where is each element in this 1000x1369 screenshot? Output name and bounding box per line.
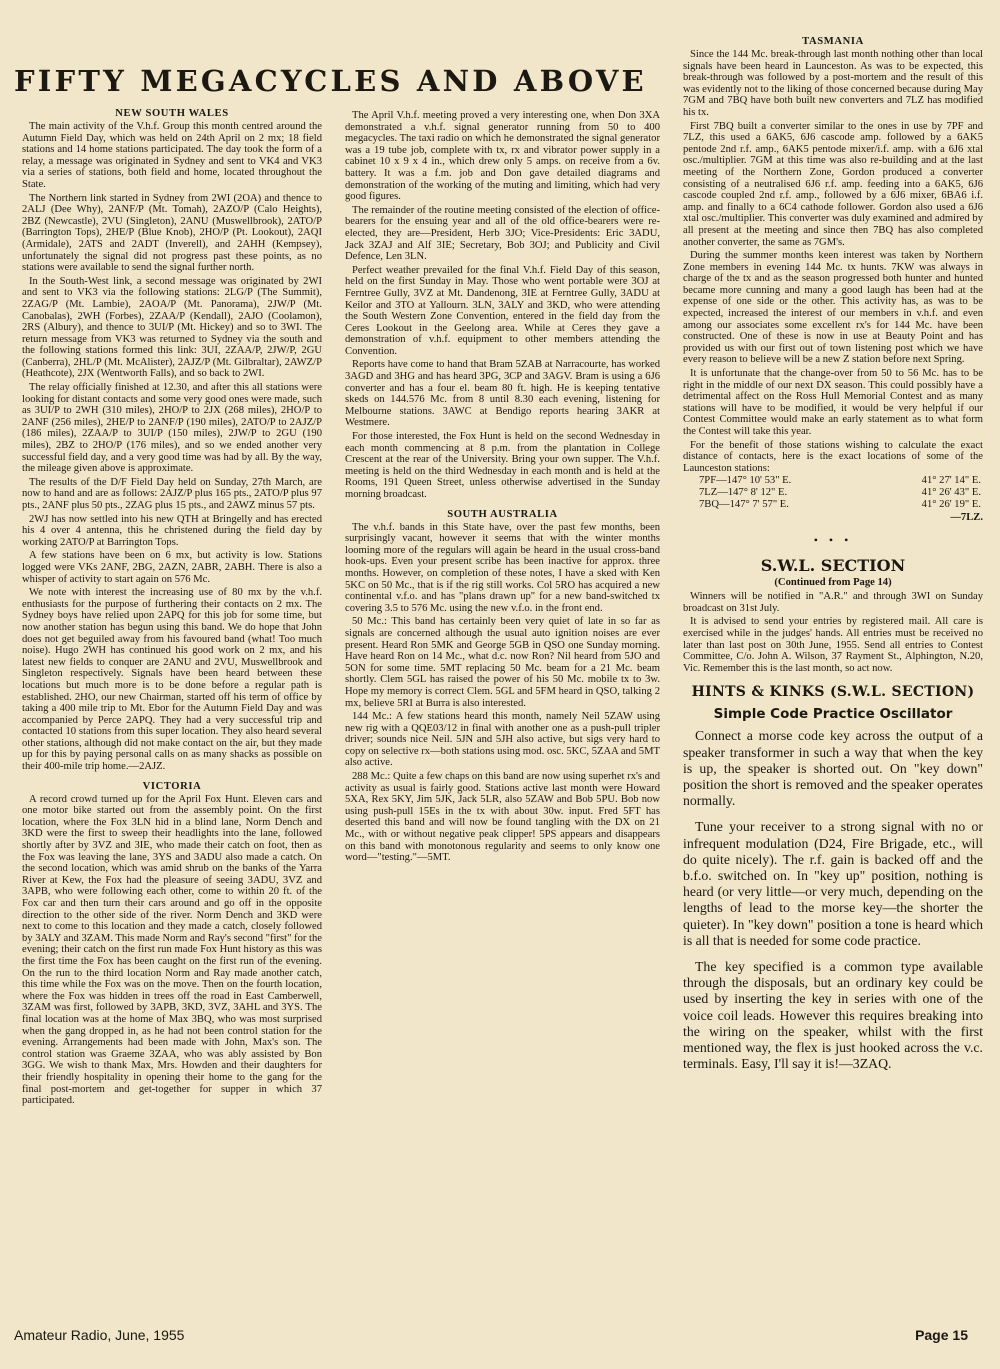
tasmania-paragraph: First 7BQ built a converter similar to the ones in use by 7PF and 7LZ, this used a 6AK5, 6J6 cascode amp. followed by a 6AK5 pentode 2nd r.f. amp., 6AK5 pentode mixer/i.f. amp. with a 6J6 xtal osc./multiplier. 7GM at this time was also re-building and at the last meeting of the Northern Zone, Gordon produced a converter consisting of a neutralised 6J6 r.f. amp. feeding into a 6AK5, 6J6 cascode coupled 2nd r.f. amp., followed by a 6J6 mixer, 6BA6 i.f. amp. and finally to a 6C4 cathode follower. Gordon also used a 6J6 xtal osc./multiplier. This converter was duly examined and admired by all present at the meeting and since then 7BQ has also completed another converter, the same as 7GM's. <box>683 120 983 248</box>
footer-page-number: Page 15 <box>915 1327 968 1343</box>
column-left <box>22 108 322 1305</box>
station-row <box>683 487 983 499</box>
nsw-paragraph: In the South-West link, a second message was originated by 2WI and sent to VK3 via the following stations: 2LG/P (The Summit), 2ZAG/P (Mt. Lambie), 2AOA/P (Mt. Panorama), 2JW/P (Mt. Canobalas), 2WH (Forbes), 2ZAA/P (Kendall), 2AJO (Coolamon), 2RS (Albury), and thence to 3UI/P (Mt. Hickey) and so to 3WI. The return message from VK3 was returned to Sydney via the south and the following stations formed this link: 3UI, 2ZAA/P, 2JW/P, 2GU (Canberra), 2HL/P (Mt. McAlister), 2AJZ/P (Mt. Gilbraltar), 2AWZ/P (Heathcote), 2JX (Wentworth Falls), and so back to 2WI. <box>22 275 322 380</box>
sa-paragraph: The v.h.f. bands in this State have, over the past few months, been surprisingly vacant, however it seems that with the winter months looming more of the regulars will again be heard in the usual cross-band hook-ups. Even your present scribe has been inactive for approx. three months. However, on completion of these notes, I have a sked with Ken 5KC on 50 Mc., that is if the rig still works. Col 5RO has acquired a new continental v.f.o. and has "plans drawn up" for a new band-switched tx covering 3.5 to 576 Mc. using the new v.f.o. in the front end. <box>345 521 660 614</box>
hints-subheading: Simple Code Practice Oscillator <box>713 706 953 723</box>
station-locations <box>683 475 983 510</box>
footer-publication: Amateur Radio, June, 1955 <box>14 1327 185 1343</box>
section-divider: • • • <box>813 533 853 548</box>
victoria-paragraph: A record crowd turned up for the April Fox Hunt. Eleven cars and one motor bike started out from the assembly point. On the first location, where the Fox 3LN hid in a blind lane, Norm Dench and 3KD were the first to sweep their headlights into the lane, followed shortly after by 3VZ and 3IE, who made their catch on foot, then as the Fox was leaving the lane, 3YS and 3ADU also made a catch. On the second location, which was amid shrub on the banks of the Yarra River at Kew, the Fox had the pleasure of seeing 3ADU, 3VZ and 3APB, who were following each other, come to within 20 ft. of the Fox car and then turn their cars around and go off in the opposite direction to the other side of the river. Norm Dench and 3KD were next to come to this location and they made a catch, closely followed by 3ALY and 3ZAM. This made Norm and Ray's second "first" for the evening; their catch on the first run made Fox Hunt history as this was the first time the Fox has been caught on the first run of the evening. On the run to the third location Norm and Ray made another catch, this time while the Fox was on the move. Then on the fourth location, where the Fox was hidden in trees off the road in East Camberwell, 3ZAM was first, followed by 3APB, 3KD, 3VZ, 3AHL and 3YS. The final location was at the home of Max 3BQ, who was most surprised when the gang dropped in, as he had not been control station for the evening. Arrangements had been made with John, Max's son. The control station was Graeme 3ZAA, who was ably assisted by Bon 3GG. We wish to thank Max, Mrs. Howden and their daughters for their friendly hospitality in opening their home to the gang for the final post-mortem and get-together for supper in which 37 participated. <box>22 793 322 1107</box>
station-longitude: 7PF—147° 10' 53" E. <box>699 475 792 487</box>
section-heading-hints-kinks: HINTS & KINKS (S.W.L. SECTION) <box>691 684 975 701</box>
column-middle <box>345 110 660 1305</box>
station-longitude: 7BQ—147° 7' 57" E. <box>699 498 789 510</box>
section-heading-south-australia: SOUTH AUSTRALIA <box>447 508 558 520</box>
station-row <box>683 499 983 511</box>
station-row <box>683 475 983 487</box>
hints-paragraph: Tune your receiver to a strong signal with no or infrequent modulation (D24, Fire Brigade, etc., will do quite nicely). The r.f. gain is backed off and the b.f.o. switched on. In "key up" position, nothing is heard (or very little—or very much, depending on the lengths of lead to the morse key—the shorter the quieter). In "key down" position a tone is heard which is all that is needed for some code practice. <box>683 819 983 948</box>
victoria-paragraph: Perfect weather prevailed for the final V.h.f. Field Day of this season, held on the first Sunday in May. Those who went portable were 3OJ at Ferntree Gully, 3VZ at Mt. Dandenong, 3IE at Ferntree Gully, 3ADU at Keilor and 3TO at Yallourn. 3LN, 3ALY and 3KD, who were attending the South Western Zone Convention, entered in the field day from the Ceres Lookout in the Geelong area. While at Ceres they gave a demonstration of v.h.f. equipment to other members attending the Convention. <box>345 264 660 357</box>
victoria-paragraph: Reports have come to hand that Bram 5ZAB at Narracourte, has worked 3AGD and 3HG and has heard 3PG, 3CP and 3AGV. Bram is using a 6J6 converter and has a four el. beam 80 ft. high. He is keeping tentative skeds on 144.576 Mc. from 8 until 8.30 each evening, listening for Melbourne stations. 3AWC at Bendigo reports hearing 3AKR at Westmere. <box>345 359 660 429</box>
tasmania-paragraph: For the benefit of those stations wishing to calculate the exact distance of contacts, here is the exact locations of some of the Launceston stations: <box>683 439 983 474</box>
swl-paragraph: Winners will be notified in "A.R." and through 3WI on Sunday broadcast on 31st July. <box>683 591 983 614</box>
nsw-paragraph: The results of the D/F Field Day held on Sunday, 27th March, are now to hand and are as follows: 2AJZ/P plus 165 pts., 2ATO/P plus 97 pts., 2ANF plus 50 pts., 2ZAG plus 15 pts., and 2AWZ minus 57 pts. <box>22 476 322 511</box>
hints-paragraph: The key specified is a common type available through the disposals, but an ordinary key could be used by inserting the key in series with one of the voice coil leads. However this requires breaking into the wiring on the speaker, whilst with the first mentioned way, the flex is just hooked across the v.c. terminals. Easy, I'll say it is!—3ZAQ. <box>683 958 983 1072</box>
nsw-paragraph: The Northern link started in Sydney from 2WI (2OA) and thence to 2ALJ (Dee Why), 2ANF/P (Mt. Tomah), 2AZO/P (Calo Heights), 2BZ (Newcastle), 2VU (Singleton), 2ANU (Muswellbrook), 2ATO/P (Barrington Tops), 2HE/P (Blue Knob), 2HO/P (Pt. Lookout), 2AQI (Armidale), 2ATS and 2ADT (Inverell), and 2AHH (Kempsey), unfortunately the signal did not progress past these points, as no stations were available to send the signal further north. <box>22 192 322 274</box>
victoria-paragraph: The remainder of the routine meeting consisted of the election of office-bearers for the ensuing year and all of the old office-bearers were re-elected, they are—President, Herb 3JO; Vice-Presidents: Eric 3ADU, Jack 3ZAJ and Alf 3IE; Secretary, Bob 3OJ; and Publicity and Civil Defence, Len 3LN. <box>345 204 660 263</box>
nsw-paragraph: The relay officially finished at 12.30, and after this all stations were looking for distant contacts and some very good ones were made, such as 3UI/P to 2WH (310 miles), 2HO/P to 2JX (268 miles), 2HO/P to 2ANF (256 miles), 2HE/P to 2ANF/P (190 miles), 2ATO/P to 2AJZ/P (186 miles), 2ZAA/P to 3UI/P (150 miles), 2JW/P to 2GU (190 miles), 2BZ to 2HO/P (176 miles), and so we ended another very successful field day, and a very good time was had by all. By the way, the mileage given above is approximate. <box>22 382 322 475</box>
victoria-paragraph: The April V.h.f. meeting proved a very interesting one, when Don 3XA demonstrated a v.h.f. signal generator running from 50 to 400 megacycles. The taxi radio on which he demonstrated the signal generator was a 19 tube job, complete with tx, rx and vibrator power supply in a cabinet 10 x 9 x 4 in., which drew only 5 amps. on receive from a 6v. battery. It was a f.m. job and Don gave detailed diagrams and demonstration of the working of the muting and limiting, which had very good figures. <box>345 110 660 203</box>
swl-continued-note: (Continued from Page 14) <box>774 577 892 589</box>
nsw-paragraph: The main activity of the V.h.f. Group this month centred around the Autumn Field Day, which was held on 24th April on 2 mx; 18 field stations and 14 home stations participated. The day took the form of a relay, a message was originated in Sydney and sent to VK4 and VK3 via a series of stations, both field and home, located throughout the State. <box>22 121 322 190</box>
tasmania-paragraph: It is unfortunate that the change-over from 50 to 56 Mc. has to be right in the middle of our next DX season. This could possibly have a detrimental affect on the Ross Hull Memorial Contest and as many stations will have to be modified, it would be very helpful if our Contest Committee would make an early statement as to what form the Contest will take this year. <box>683 368 983 437</box>
nsw-paragraph: A few stations have been on 6 mx, but activity is low. Stations logged were VKs 2ANF, 2BG, 2AZN, 2ABR, 2ABH. There is also a whisper of activity to start again on 576 Mc. <box>22 550 322 585</box>
sa-paragraph: 50 Mc.: This band has certainly been very quiet of late in so far as signals are concerned although the usual auto ignition noises are ever present. Heard Ron 5MK and George 5GB in QSO one Sunday morning. Have heard Ron on 14 Mc., what d.c. now Ron? Nil heard from 5JO and 5ON for some time. 5MT replacing 50 Mc. beam for a 21 Mc. beam shortly. Clem 5GL has raised the power of his 50 Mc. mobile tx to 3w. Hope my memory is correct Clem. 5GL and 5FM heard in QSO, talking 2 mx, believe 5RI at Burra is also interested. <box>345 616 660 709</box>
nsw-paragraph: We note with interest the increasing use of 80 mx by the v.h.f. enthusiasts for the purpose of furthering their contacts on 2 mx. The Sydney boys have relied upon 2APQ for this job for some time, but now another station has begun using this band. We do hope that John does not get beguiled away from his favoured band (what! Too much noise). Hugo 2WH has continued his good work on 2 mx, and his latest new fields to conquer are 2ANU and 2VU, Muswellbrook and Singleton respectively. Signals have been heard between these locations but much more is to be done before a regular path is established. 2HO, our new Chairman, started off his term of office by taking a 400 mile trip to Mt. Ebor for the Autumn Field Day and was accompanied by Perce 2APQ. They had a very successful trip and contacted 10 stations from this super location. They also heard several other stations, although did not make contact on the air, but they made up for this by paying personal calls on as many shacks as possible on their 400-mile trip home.—2AJZ. <box>22 587 322 773</box>
section-heading-nsw: NEW SOUTH WALES <box>115 108 229 119</box>
station-latitude: 41° 26' 43" E. <box>921 486 981 498</box>
swl-paragraph: It is advised to send your entries by registered mail. All care is exercised while in the judges' hands. All entries must be received no later than last post on 30th June, 1955. Send all entries to Contest Committee, C/o. John A. Wilson, 37 Rayment St., Alphington, N.20, Vic. Remember this is the last month, so act now. <box>683 616 983 674</box>
section-heading-swl: S.W.L. SECTION <box>760 556 906 576</box>
victoria-paragraph: For those interested, the Fox Hunt is held on the second Wednesday in each month commencing at 8 p.m. from the plantation in College Crescent at the rear of the University. Bring your own supper. The V.h.f. meeting is held on the third Wednesday in each month and is held at the Rooms, 191 Queen Street, unless otherwise advertised in the Sunday morning broadcast. <box>345 431 660 500</box>
tasmania-signoff: —7LZ. <box>950 512 983 524</box>
station-longitude: 7LZ—147° 8' 12" E. <box>699 486 788 498</box>
sa-paragraph: 288 Mc.: Quite a few chaps on this band are now using superhet rx's and activity as usual is fairly good. Stations active last month were Howard 5XA, Rex 5KY, Jim 5JK, Jack 5LR, also 5ZAW and Bob 5PU. Bob now using push-pull 15Es in the tx with about 30w. input. Fred 5FT has deserted this band and will now be found tangling with the DX on 21 Mc., with or without negative peak clipper! 5PS appears and disappears on this band with monotonous regularity and seems to only know one word—"testing."—5MT. <box>345 771 660 864</box>
page-title: FIFTY MEGACYCLES AND ABOVE <box>14 64 647 98</box>
section-heading-tasmania: TASMANIA <box>802 36 864 47</box>
column-right <box>683 36 983 1306</box>
section-heading-victoria: VICTORIA <box>142 780 202 792</box>
station-latitude: 41° 27' 14" E. <box>921 475 981 487</box>
hints-paragraph: Connect a morse code key across the output of a speaker transformer in such a way that when the key is up, the speaker is shorted out. On "key down" position the short is removed and the speaker operates normally. <box>683 728 983 809</box>
station-latitude: 41° 26' 19" E. <box>921 498 981 510</box>
tasmania-paragraph: Since the 144 Mc. break-through last month nothing other than local signals have been heard in Launceston. As was to be expected, this break-through was followed by a post-mortem and the result of this was evidently not to the liking of those concerned because during May 7GM and 7BQ have both built new converters and 7LZ has modified his tx. <box>683 49 983 118</box>
tasmania-paragraph: During the summer months keen interest was taken by Northern Zone members in evening 144 Mc. tx hunts. 7KW was always in charge of the tx and as the season progressed both hunter and hunted became more cunning and many a good laugh has been had at the expense of one side or the other. This activity has, as was to be expected, increased the interest of our members in v.h.f. and even among our associates some excellent rx's for 144 Mc. have been constructed. One of these is now in use at Beauty Point and has provided us with our first out of town listening post which we have every reason to believe will be a new Z station before next Spring. <box>683 250 983 366</box>
sa-paragraph: 144 Mc.: A few stations heard this month, namely Neil 5ZAW using new rig with a QQE03/12 in final with another one as a push-pull tripler driver; sounds nice Neil. 5JN and 5JH also active, but sigs very hard to copy on selective rx—both stations using mod. osc. 5KC, 5ZAA and 5MT also active. <box>345 711 660 769</box>
nsw-paragraph: 2WJ has now settled into his new QTH at Bringelly and has erected his 4 over 4 antenna, this he christened during the field day by working 2ATO/P at Barrington Tops. <box>22 513 322 548</box>
